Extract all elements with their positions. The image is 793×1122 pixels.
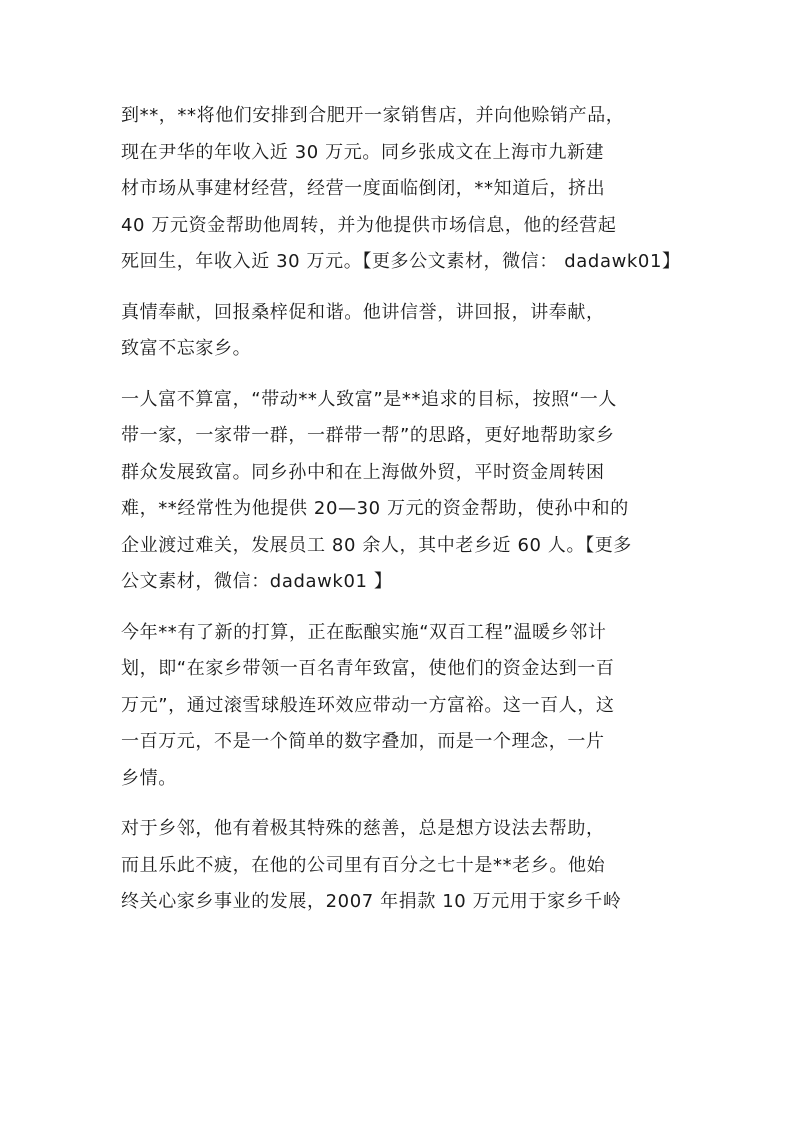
text-line: 一人富不算富，“带动**人致富”是**追求的目标，按照“一人 [121, 388, 617, 410]
text-line: 致富不忘家乡。 [121, 338, 252, 359]
text-line: 公文素材，微信：dadawk01 】 [121, 571, 393, 592]
paragraph-4 [121, 615, 681, 798]
text-line: 到**，**将他们安排到合肥开一家销售店，并向他赊销产品， [121, 105, 625, 126]
paragraph-5 [121, 811, 681, 921]
paragraph-3 [121, 382, 681, 601]
text-line: 终关心家乡事业的发展，2007 年捐款 10 万元用于家乡千岭 [121, 891, 622, 912]
text-line: 乡情。 [121, 767, 177, 789]
text-line: 群众发展致富。同乡孙中和在上海做外贸，平时资金周转困 [121, 461, 605, 483]
paragraph-2 [121, 295, 681, 368]
text-line: 万元”，通过滚雪球般连环效应带动一方富裕。这一百人，这 [121, 694, 615, 716]
text-line: 今年**有了新的打算，正在酝酿实施“双百工程”温暖乡邻计 [121, 621, 607, 643]
text-line: 真情奉献，回报桑梓促和谐。他讲信誉，讲回报，讲奉献， [121, 301, 605, 323]
text-line: 难，**经常性为他提供 20—30 万元的资金帮助，使孙中和的 [121, 498, 629, 519]
text-line: 企业渡过难关，发展员工 80 余人，其中老乡近 60 人。【更多 [121, 534, 632, 556]
text-line: 划，即“在家乡带领一百名青年致富，使他们的资金达到一百 [121, 658, 615, 679]
text-line: 死回生，年收入近 30 万元。【更多公文素材，微信： dadawk01】 [121, 251, 681, 272]
text-line: 带一家，一家带一群，一群带一帮”的思路，更好地帮助家乡 [121, 425, 615, 446]
text-line: 现在尹华的年收入近 30 万元。同乡张成文在上海市九新建 [121, 141, 605, 163]
text-line: 材市场从事建材经营，经营一度面临倒闭，**知道后，挤出 [121, 178, 606, 199]
document-body [121, 98, 681, 935]
text-line: 而且乐此不疲，在他的公司里有百分之七十是**老乡。他始 [121, 854, 606, 876]
text-line: 一百万元，不是一个简单的数字叠加，而是一个理念，一片 [121, 731, 605, 752]
text-line: 对于乡邻，他有着极其特殊的慈善，总是想方设法去帮助， [121, 818, 605, 839]
text-line: 40 万元资金帮助他周转，并为他提供市场信息，他的经营起 [121, 214, 617, 236]
paragraph-1 [121, 98, 681, 281]
